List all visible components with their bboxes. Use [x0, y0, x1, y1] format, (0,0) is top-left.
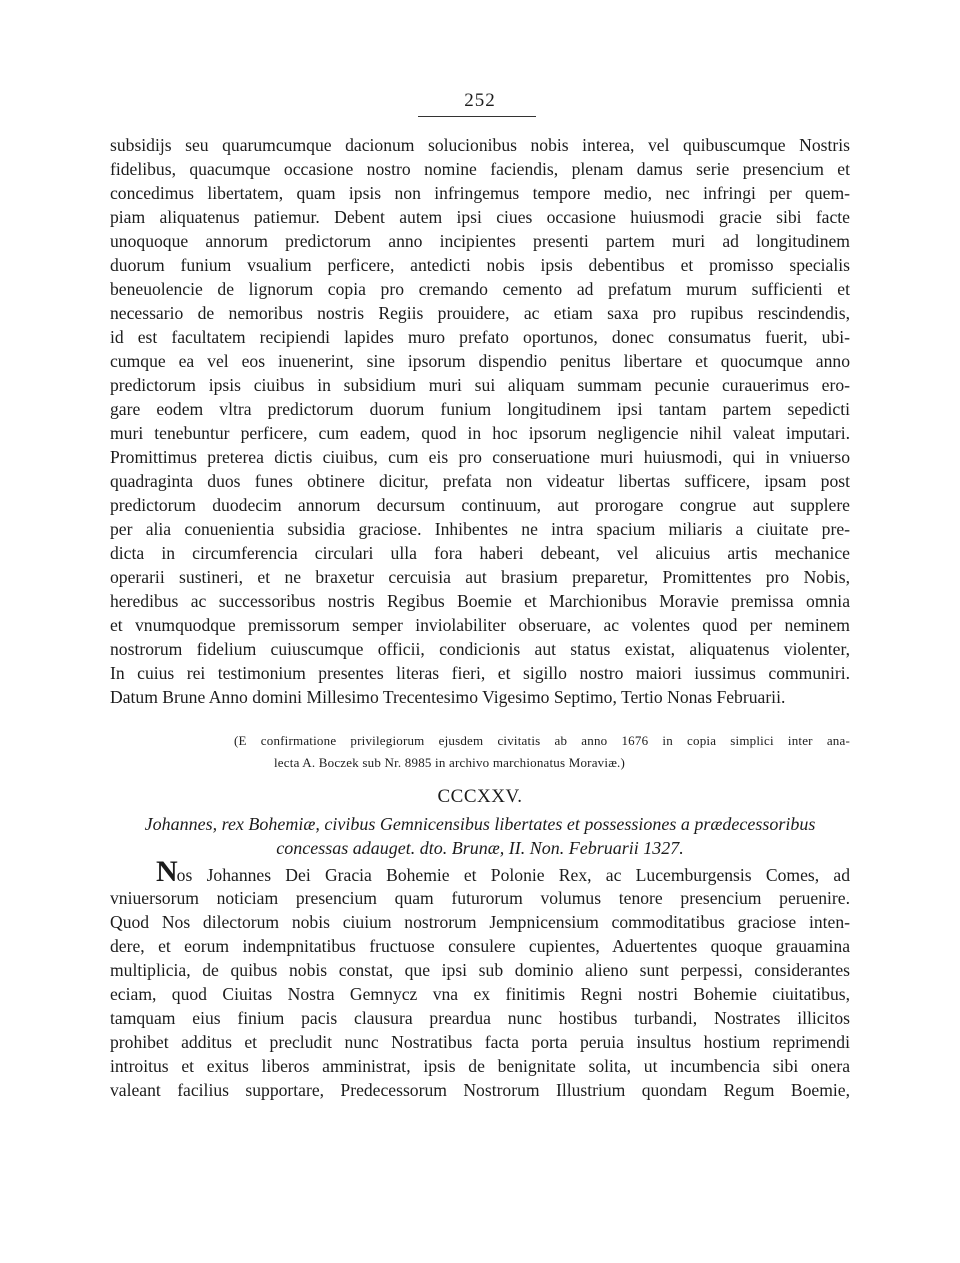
- text-line: gare eodem vltra predictorum duorum funium longitudinem ipsi tantam partem sepedicti: [110, 399, 850, 419]
- text-line: quadraginta duos funes obtinere dicitur, prefata non videatur libertas sufficere, ipsam post: [110, 471, 850, 491]
- text-line: piam aliquatenus patiemur. Debent autem ipsi ciues occasione huiusmodi gracie sibi facte: [110, 207, 850, 227]
- text-line: subsidijs seu quarumcumque dacionum solucionibus nobis interea, vel quibuscumque Nostris: [110, 135, 850, 155]
- text-line: valeant facilius supportare, Predecessorum Nostrorum Illustrium quondam Regum Boemie,: [110, 1080, 850, 1100]
- text-line: duorum funium vsualium perficere, antedicti nobis ipsis debentibus et promisso specialis: [110, 255, 850, 275]
- source-note: [234, 730, 850, 774]
- text-line: beneuolencie de lignorum copia pro cremando cemento ad prefatum murum sufficienti et: [110, 279, 850, 299]
- text-line: necessario de nemoribus nostris Regiis prouidere, ac etiam saxa pro rupibus rescindendis,: [110, 303, 850, 323]
- text-line: Promittimus preterea dictis ciuibus, cum eis pro conseruatione muri huiusmodi, qui in vniuerso: [110, 447, 850, 467]
- text-line: predictorum ipsis ciuibus in subsidium muri sui aliquam summam pecunie curauerimus ero-: [110, 375, 850, 395]
- text-line: multiplicia, de quibus nobis constat, que ipsi sub dominio alieno sunt perpessi, considerantes: [110, 960, 850, 980]
- text-line: heredibus ac successoribus nostris Regibus Boemie et Marchionibus Moravie premissa omnia: [110, 591, 850, 611]
- text-line: eciam, quod Ciuitas Nostra Gemnycz vna ex finitimis Regni nostri Bohemie ciuitatibus,: [110, 984, 850, 1004]
- charter-text: [110, 855, 850, 1102]
- text-line: concedimus libertatem, quam ipsis non infringemus tempore medio, nec infringi per quem-: [110, 183, 850, 203]
- text-line: tamquam eius finium pacis clausura preardua nunc hostibus turbandi, Nostrates illicitos: [110, 1008, 850, 1028]
- page-number: 252: [464, 90, 496, 111]
- text-line-first: [110, 855, 850, 888]
- document-title: [110, 812, 850, 860]
- text-line: operarii sustineri, et ne braxetur cercuisia aut brasium preparetur, Promittentes pro Nobis,: [110, 567, 850, 587]
- text-line: per alia conuenientia subsidia graciose. Inhibentes ne intra spacium miliaris a ciuitate pre-: [110, 519, 850, 539]
- text-line: cumque ea vel eos inuenerint, sine ipsorum dispendio penitus libertare et quocumque anno: [110, 351, 850, 371]
- text-line: unoquoque annorum predictorum anno incipientes presenti partem muri ad longitudinem: [110, 231, 850, 251]
- text-line: fidelibus, quacumque occasione nostro nomine faciendis, plenam damus serie presencium et: [110, 159, 850, 179]
- text-line: prohibet additus et precludit nunc Nostratibus facta porta peruia insultus hostium reprimendi: [110, 1032, 850, 1052]
- note-line: (E confirmatione privilegiorum ejusdem civitatis ab anno 1676 in copia simplici inter ana-: [234, 733, 850, 748]
- note-line: lecta A. Boczek sub Nr. 8985 in archivo marchionatus Moraviæ.): [274, 755, 626, 770]
- text-line: id est facultatem recipiendi lapides muro prefato oportunos, donec consumatus fuerit, ubi-: [110, 327, 850, 347]
- text-line: In cuius rei testimonium presentes literas fieri, et sigillo nostro maiori iussimus communiri.: [110, 663, 850, 683]
- text-line: muri tenebuntur perficere, cum eadem, quod in hoc ipsorum negligencie nihil valeat imputari.: [110, 423, 850, 443]
- drop-cap: N: [156, 855, 177, 888]
- text-line: Datum Brune Anno domini Millesimo Trecentesimo Vigesimo Septimo, Tertio Nonas Februarii.: [110, 687, 786, 707]
- text-line: et vnumquodque premissorum semper inviolabiliter obseruare, ac volentes quod per neminem: [110, 615, 850, 635]
- text-line: predictorum duodecim annorum decursum continuum, aut prorogare congrue aut supplere: [110, 495, 850, 515]
- title-line: Johannes, rex Bohemiæ, civibus Gemnicensibus libertates et possessiones a prædecessoribus: [144, 814, 816, 834]
- text-line: Quod Nos dilectorum nobis ciuium nostrorum Jempnicensium commoditatibus graciose inten-: [110, 912, 850, 932]
- text-line: introitus et exitus liberos amministrat, ipsis de benignitate solita, ut incumbencia sibi onera: [110, 1056, 850, 1076]
- text-line: dere, et eorum indempnitatibus fructuose consulere cupientes, Aduertentes quoque grauamina: [110, 936, 850, 956]
- page-number-rule: [418, 116, 536, 117]
- text-line: nostrorum fidelium cuiuscumque officii, condicionis aut status existat, aliquatenus violenter,: [110, 639, 850, 659]
- text-line: vniuersorum noticiam presencium quam futurorum volumus tenore presencium peruenire.: [110, 888, 850, 908]
- charter-text-continuation: [110, 133, 850, 709]
- first-line-text: os Johannes Dei Gracia Bohemie et Polonie Rex, ac Lucemburgensis Comes, ad: [176, 865, 850, 885]
- document-number: CCCXXV.: [437, 786, 523, 807]
- text-line: dicta in circumferencia circulari ulla fora haberi debeant, vel alicuius artis mechanice: [110, 543, 850, 563]
- title-line: concessas adauget. dto. Brunæ, II. Non. Februarii 1327.: [276, 838, 684, 858]
